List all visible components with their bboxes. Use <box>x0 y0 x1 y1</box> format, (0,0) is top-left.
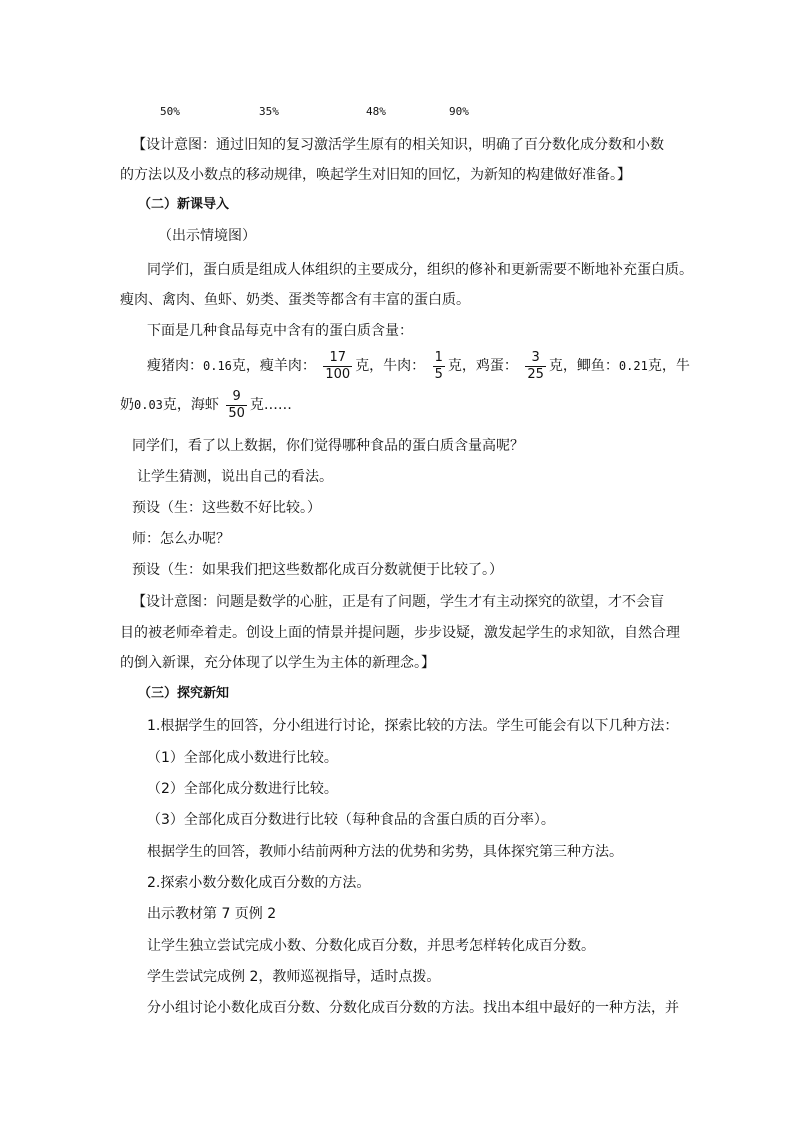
pork-label: 瘦猪肉： <box>147 358 203 374</box>
question-which-higher: 同学们，看了以上数据，你们觉得哪种食品的蛋白质含量高呢？ <box>132 438 524 454</box>
milk-unit: 克，海虾 <box>162 397 219 413</box>
percent-3: 48% <box>366 105 386 118</box>
textbook-example: 出示教材第 7 页例 2 <box>147 906 277 922</box>
design-intent-2-line-2: 目的被老师牵着走。创设上面的情景并提问题，步步设疑，激发起学生的求知欲，自然合理 <box>120 625 680 641</box>
egg-numerator: 3 <box>525 350 546 367</box>
protein-list-line-1 <box>147 349 690 383</box>
fish-unit: 克，牛 <box>647 358 690 374</box>
group-discussion: 分小组讨论小数化成百分数、分数化成百分数的方法。找出本组中最好的一种方法，并 <box>147 1000 679 1016</box>
design-intent-2-line-1: 【设计意图：问题是数学的心脏，正是有了问题，学生才有主动探究的欲望，才不会盲 <box>132 594 664 610</box>
beef-fraction <box>433 350 445 383</box>
intro-paragraph-line-1: 同学们，蛋白质是组成人体组织的主要成分，组织的修补和更新需要不断地补充蛋白质。 <box>147 262 693 278</box>
method-3: （3）全部化成百分数进行比较（每种食品的含蛋白质的百分率）。 <box>147 812 555 828</box>
design-intent-2-line-3: 的倒入新课，充分体现了以学生为主体的新理念。】 <box>120 655 435 671</box>
teacher-summary: 根据学生的回答，教师小结前两种方法的优势和劣势，具体探究第三种方法。 <box>147 844 623 860</box>
pork-unit: 克，瘦羊肉： <box>231 358 316 374</box>
intro-paragraph-line-2: 瘦肉、禽肉、鱼虾、奶类、蛋类等都含有丰富的蛋白质。 <box>120 292 470 308</box>
beef-numerator: 1 <box>434 349 443 365</box>
mutton-numerator: 17 <box>323 350 352 367</box>
shrimp-denominator: 50 <box>228 405 245 421</box>
protein-intro: 下面是几种食品每克中含有的蛋白质含量： <box>147 323 413 339</box>
preset-2: 预设（生：如果我们把这些数都化成百分数就便于比较了。） <box>132 562 503 578</box>
egg-unit: 克，鲫鱼： <box>548 358 619 374</box>
step-2: 2.探索小数分数化成百分数的方法。 <box>147 875 371 891</box>
design-intent-1-line-1: 【设计意图：通过旧知的复习激活学生原有的相关知识，明确了百分数化成分数和小数 <box>132 137 664 153</box>
students-guess: 让学生猜测，说出自己的看法。 <box>137 469 333 485</box>
independent-practice: 让学生独立尝试完成小数、分数化成百分数，并思考怎样转化成百分数。 <box>147 938 595 954</box>
student-attempt: 学生尝试完成例 2，教师巡视指导，适时点拨。 <box>147 969 441 985</box>
shrimp-unit: 克…… <box>249 397 292 413</box>
method-2: （2）全部化成分数进行比较。 <box>147 781 338 797</box>
preset-1: 预设（生：这些数不好比较。） <box>132 500 321 516</box>
method-1: （1）全部化成小数进行比较。 <box>147 750 338 766</box>
beef-unit: 克，鸡蛋： <box>447 358 518 374</box>
section-3-heading: （三）探究新知 <box>138 686 230 701</box>
beef-denominator: 5 <box>434 366 443 382</box>
teacher-question: 师：怎么办呢？ <box>132 531 230 547</box>
milk-label: 奶 <box>120 397 134 413</box>
mutton-fraction <box>323 350 352 383</box>
protein-list-line-2 <box>120 388 292 422</box>
percent-4: 90% <box>449 105 469 118</box>
step-1: 1.根据学生的回答，分小组进行讨论，探索比较的方法。学生可能会有以下几种方法： <box>147 718 679 734</box>
scene-note: （出示情境图） <box>158 228 256 244</box>
shrimp-fraction <box>226 389 247 422</box>
fish-value: 0.21 <box>618 359 648 373</box>
section-2-heading: （二）新课导入 <box>138 197 230 212</box>
egg-fraction <box>525 350 546 383</box>
mutton-denominator: 100 <box>325 366 351 382</box>
milk-value: 0.03 <box>134 398 163 412</box>
egg-denominator: 25 <box>527 366 544 382</box>
design-intent-1-line-2: 的方法以及小数点的移动规律，唤起学生对旧知的回忆，为新知的构建做好准备。】 <box>120 167 631 183</box>
percent-1: 50% <box>160 105 180 118</box>
mutton-unit: 克，牛肉： <box>355 358 426 374</box>
shrimp-numerator: 9 <box>226 389 247 406</box>
pork-value: 0.16 <box>203 359 232 373</box>
percent-2: 35% <box>259 105 279 118</box>
